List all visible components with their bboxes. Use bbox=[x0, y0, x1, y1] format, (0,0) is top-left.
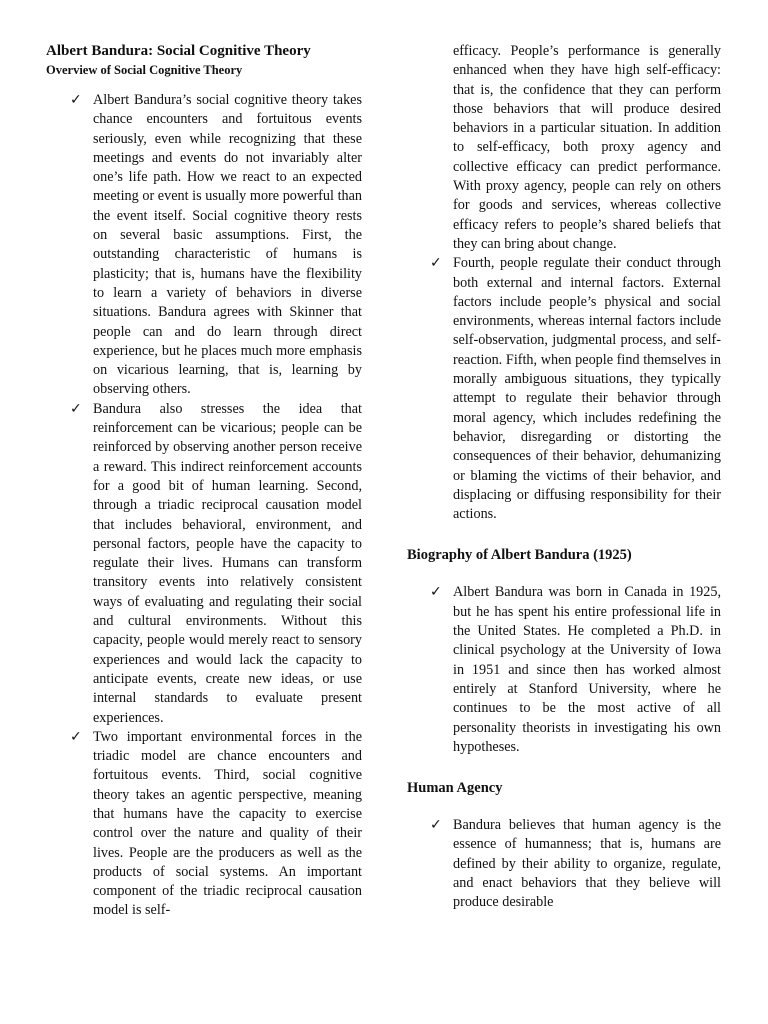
left-column bbox=[46, 42, 362, 921]
list-item bbox=[46, 400, 362, 728]
list-item bbox=[407, 254, 721, 524]
section-heading-overview: Overview of Social Cognitive Theory bbox=[46, 63, 243, 77]
document-title: Albert Bandura: Social Cognitive Theory bbox=[46, 43, 311, 59]
list-item-text: Albert Bandura was born in Canada in 1925, but he has spent his entire professional life in the United States. He completed a Ph.D. in clinical psychology at the University of Iowa in 1951 and since then has worked almost entirely at Stanford University, where he continues to be the most active of all personality theorists in investigating his own hypotheses. bbox=[453, 584, 721, 755]
right-column bbox=[407, 42, 721, 913]
human-agency-bullet-list bbox=[407, 816, 721, 912]
list-item-text: Two important environmental forces in the triadic model are chance encounters and fortuitous events. Third, social cognitive theory takes an agentic perspective, meaning that humans have the capacity to exercise control over the nature and quality of their lives. People are the producers as well as the products of social systems. An important component of the triadic reciprocal causation model is self- bbox=[93, 728, 362, 919]
check-mark-icon: ✓ bbox=[430, 255, 442, 272]
overview-bullet-list bbox=[46, 91, 362, 921]
list-item bbox=[407, 583, 721, 757]
list-item-text: Albert Bandura’s social cognitive theory takes chance encounters and fortuitous events seriously, even while recognizing that these meetings and events do not invariably alter one’s life path. How we react to an expected meeting or event is usually more powerful than the event itself. Social cognitive theory rests on several basic assumptions. First, the outstanding characteristic of humans is plasticity; that is, humans have the flexibility to learn a variety of behaviors in diverse situations. Bandura agrees with Skinner that people can and do learn through direct experience, but he places much more emphasis on vicarious learning, that is, learning by observing others. bbox=[93, 92, 362, 398]
check-mark-icon: ✓ bbox=[430, 584, 442, 601]
biography-bullet-list bbox=[407, 583, 721, 757]
check-mark-icon: ✓ bbox=[70, 728, 82, 745]
section-heading-biography: Biography of Albert Bandura (1925) bbox=[407, 547, 632, 564]
list-item bbox=[407, 816, 721, 912]
list-item bbox=[46, 728, 362, 921]
list-item-text: Bandura also stresses the idea that reinforcement can be vicarious; people can be reinforced by observing another person receive a reward. This indirect reinforcement accounts for a good bit of human learning. Second, through a triadic reciprocal causation model that includes behavioral, environment, and personal factors, people have the capacity to regulate their lives. Humans can transform transitory events into relatively consistent ways of evaluating and regulating their social and cultural environments. Without this capacity, people would merely react to sensory experiences and would lack the capacity to anticipate events, create new ideas, or use internal standards to evaluate present experiences. bbox=[93, 400, 362, 726]
continued-paragraph: efficacy. People’s performance is generally enhanced when they have high self-efficacy: that is, the confidence that they can perform those behaviors that will produce desired behaviors in a particular situation. In addition to self-efficacy, both proxy agency and collective efficacy can predict performance. With proxy agency, people can rely on others for goods and services, whereas collective efficacy refers to people’s shared beliefs that they can bring about change. bbox=[453, 43, 721, 252]
check-mark-icon: ✓ bbox=[70, 92, 82, 108]
regulation-bullet-list bbox=[407, 254, 721, 524]
list-item-text: Bandura believes that human agency is the essence of humanness; that is, humans are defined by their ability to organize, regulate, and enact behaviors that they believe will produce desirable bbox=[453, 817, 721, 911]
check-mark-icon: ✓ bbox=[70, 400, 82, 417]
section-heading-human-agency: Human Agency bbox=[407, 780, 503, 797]
list-item bbox=[46, 91, 362, 400]
list-item-text: Fourth, people regulate their conduct through both external and internal factors. External factors include people’s physical and social environments, whereas internal factors include self-observation, judgmental process, and self-reaction. Fifth, when people find themselves in morally ambiguous situations, they typically attempt to regulate their behavior through moral agency, which includes redefining the behavior, disregarding or distorting the consequences of their behavior, dehumanizing or blaming the victims of their behavior, and displacing or diffusing responsibility for their actions. bbox=[453, 255, 721, 523]
check-mark-icon: ✓ bbox=[430, 817, 442, 834]
